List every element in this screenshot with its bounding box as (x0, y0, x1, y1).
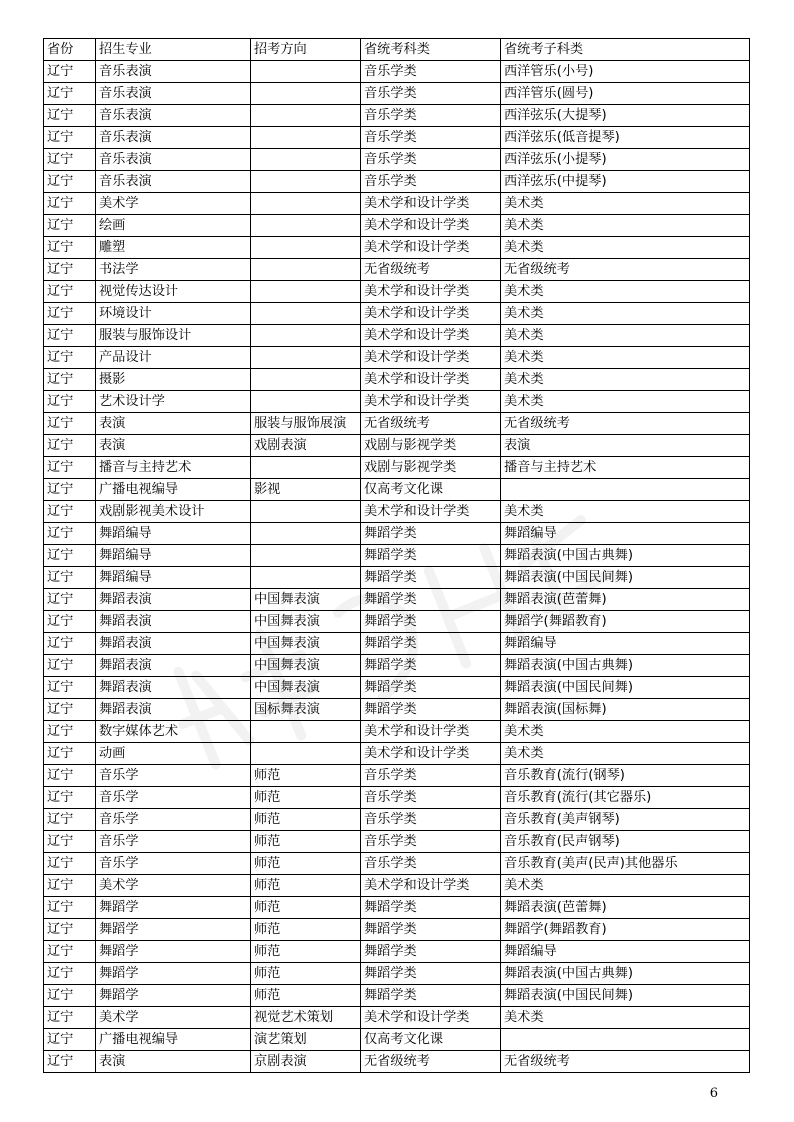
cell-exam-category: 美术学和设计学类 (361, 215, 501, 237)
cell-major: 舞蹈表演 (96, 655, 251, 677)
table-row (44, 413, 750, 435)
cell-province: 辽宁 (44, 61, 96, 83)
cell-direction (251, 149, 361, 171)
cell-exam-subcategory: 音乐教育(流行(其它器乐) (501, 787, 750, 809)
table-row (44, 567, 750, 589)
cell-major: 雕塑 (96, 237, 251, 259)
cell-major: 音乐表演 (96, 127, 251, 149)
cell-major: 舞蹈编导 (96, 523, 251, 545)
cell-exam-category: 戏剧与影视学类 (361, 457, 501, 479)
cell-exam-subcategory: 美术类 (501, 1007, 750, 1029)
cell-major: 摄影 (96, 369, 251, 391)
cell-exam-category: 音乐学类 (361, 83, 501, 105)
cell-direction: 戏剧表演 (251, 435, 361, 457)
cell-major: 产品设计 (96, 347, 251, 369)
table-row (44, 523, 750, 545)
cell-province: 辽宁 (44, 809, 96, 831)
cell-major: 环境设计 (96, 303, 251, 325)
cell-exam-category: 美术学和设计学类 (361, 281, 501, 303)
table-row (44, 589, 750, 611)
cell-exam-category: 舞蹈学类 (361, 523, 501, 545)
cell-exam-subcategory: 舞蹈表演(国标舞) (501, 699, 750, 721)
cell-exam-subcategory: 舞蹈表演(中国民间舞) (501, 677, 750, 699)
cell-province: 辽宁 (44, 281, 96, 303)
cell-province: 辽宁 (44, 589, 96, 611)
cell-direction (251, 721, 361, 743)
cell-province: 辽宁 (44, 457, 96, 479)
cell-exam-category: 音乐学类 (361, 765, 501, 787)
cell-province: 辽宁 (44, 171, 96, 193)
table-row (44, 743, 750, 765)
cell-direction: 师范 (251, 853, 361, 875)
cell-major: 美术学 (96, 875, 251, 897)
cell-major: 音乐学 (96, 787, 251, 809)
cell-major: 书法学 (96, 259, 251, 281)
cell-exam-category: 音乐学类 (361, 809, 501, 831)
cell-exam-subcategory: 西洋弦乐(小提琴) (501, 149, 750, 171)
cell-province: 辽宁 (44, 853, 96, 875)
cell-direction (251, 215, 361, 237)
cell-province: 辽宁 (44, 765, 96, 787)
cell-major: 美术学 (96, 193, 251, 215)
cell-exam-category: 美术学和设计学类 (361, 303, 501, 325)
cell-major: 表演 (96, 435, 251, 457)
cell-exam-category: 音乐学类 (361, 831, 501, 853)
cell-province: 辽宁 (44, 1007, 96, 1029)
cell-province: 辽宁 (44, 897, 96, 919)
cell-direction: 影视 (251, 479, 361, 501)
cell-direction: 师范 (251, 941, 361, 963)
page-number: 6 (709, 1086, 718, 1101)
cell-exam-category: 美术学和设计学类 (361, 501, 501, 523)
enrollment-table-container (43, 38, 749, 1073)
cell-major: 舞蹈学 (96, 897, 251, 919)
cell-exam-category: 舞蹈学类 (361, 611, 501, 633)
header-province: 省份 (44, 39, 96, 61)
cell-exam-subcategory: 舞蹈表演(中国古典舞) (501, 655, 750, 677)
table-row (44, 875, 750, 897)
cell-exam-category: 美术学和设计学类 (361, 721, 501, 743)
cell-exam-category: 音乐学类 (361, 61, 501, 83)
cell-exam-category: 舞蹈学类 (361, 963, 501, 985)
cell-direction: 师范 (251, 831, 361, 853)
cell-major: 音乐表演 (96, 105, 251, 127)
cell-direction (251, 523, 361, 545)
cell-direction (251, 171, 361, 193)
cell-major: 舞蹈表演 (96, 633, 251, 655)
cell-exam-category: 仅高考文化课 (361, 479, 501, 501)
cell-major: 播音与主持艺术 (96, 457, 251, 479)
cell-exam-category: 音乐学类 (361, 853, 501, 875)
cell-direction (251, 325, 361, 347)
cell-exam-subcategory: 美术类 (501, 501, 750, 523)
table-row (44, 809, 750, 831)
cell-exam-subcategory: 西洋管乐(圆号) (501, 83, 750, 105)
cell-exam-subcategory: 舞蹈表演(中国民间舞) (501, 985, 750, 1007)
cell-province: 辽宁 (44, 193, 96, 215)
table-row (44, 831, 750, 853)
cell-major: 音乐表演 (96, 83, 251, 105)
cell-direction: 服装与服饰展演 (251, 413, 361, 435)
cell-direction (251, 105, 361, 127)
cell-direction: 师范 (251, 787, 361, 809)
cell-direction: 师范 (251, 963, 361, 985)
cell-direction (251, 237, 361, 259)
cell-major: 美术学 (96, 1007, 251, 1029)
table-row (44, 1007, 750, 1029)
cell-province: 辽宁 (44, 985, 96, 1007)
table-row (44, 941, 750, 963)
cell-direction (251, 281, 361, 303)
cell-exam-category: 舞蹈学类 (361, 677, 501, 699)
cell-major: 艺术设计学 (96, 391, 251, 413)
table-row (44, 501, 750, 523)
cell-province: 辽宁 (44, 149, 96, 171)
cell-major: 音乐学 (96, 809, 251, 831)
cell-direction: 中国舞表演 (251, 611, 361, 633)
header-exam-category: 省统考科类 (361, 39, 501, 61)
cell-province: 辽宁 (44, 105, 96, 127)
table-row (44, 699, 750, 721)
cell-direction (251, 127, 361, 149)
enrollment-table (43, 38, 750, 1073)
table-row (44, 457, 750, 479)
cell-province: 辽宁 (44, 611, 96, 633)
table-row (44, 545, 750, 567)
cell-exam-category: 音乐学类 (361, 127, 501, 149)
cell-direction: 师范 (251, 809, 361, 831)
table-row (44, 347, 750, 369)
cell-exam-subcategory: 美术类 (501, 743, 750, 765)
cell-exam-subcategory: 舞蹈表演(中国古典舞) (501, 545, 750, 567)
cell-major: 表演 (96, 1051, 251, 1073)
cell-exam-subcategory: 音乐教育(民声钢琴) (501, 831, 750, 853)
table-row (44, 985, 750, 1007)
table-row (44, 853, 750, 875)
cell-province: 辽宁 (44, 545, 96, 567)
table-row (44, 369, 750, 391)
table-header-row (44, 39, 750, 61)
cell-exam-subcategory (501, 479, 750, 501)
cell-major: 舞蹈学 (96, 919, 251, 941)
cell-direction (251, 259, 361, 281)
cell-direction: 师范 (251, 765, 361, 787)
cell-province: 辽宁 (44, 919, 96, 941)
cell-exam-category: 无省级统考 (361, 413, 501, 435)
cell-direction: 师范 (251, 985, 361, 1007)
cell-exam-subcategory: 舞蹈表演(芭蕾舞) (501, 897, 750, 919)
cell-province: 辽宁 (44, 325, 96, 347)
table-row (44, 105, 750, 127)
table-row (44, 61, 750, 83)
cell-exam-category: 无省级统考 (361, 259, 501, 281)
cell-province: 辽宁 (44, 743, 96, 765)
cell-province: 辽宁 (44, 787, 96, 809)
cell-exam-subcategory: 美术类 (501, 193, 750, 215)
cell-direction (251, 743, 361, 765)
cell-direction: 师范 (251, 919, 361, 941)
cell-major: 表演 (96, 413, 251, 435)
cell-direction: 演艺策划 (251, 1029, 361, 1051)
table-row (44, 611, 750, 633)
table-row (44, 83, 750, 105)
cell-direction (251, 457, 361, 479)
cell-province: 辽宁 (44, 237, 96, 259)
table-row (44, 1051, 750, 1073)
table-row (44, 1029, 750, 1051)
cell-direction: 视觉艺术策划 (251, 1007, 361, 1029)
cell-exam-category: 仅高考文化课 (361, 1029, 501, 1051)
cell-exam-subcategory: 美术类 (501, 875, 750, 897)
header-major: 招生专业 (96, 39, 251, 61)
cell-exam-subcategory: 西洋弦乐(大提琴) (501, 105, 750, 127)
cell-exam-subcategory: 美术类 (501, 391, 750, 413)
cell-province: 辽宁 (44, 523, 96, 545)
cell-major: 音乐表演 (96, 149, 251, 171)
cell-exam-category: 美术学和设计学类 (361, 875, 501, 897)
cell-province: 辽宁 (44, 655, 96, 677)
cell-province: 辽宁 (44, 963, 96, 985)
cell-major: 音乐表演 (96, 61, 251, 83)
cell-exam-subcategory: 舞蹈表演(中国民间舞) (501, 567, 750, 589)
cell-exam-subcategory: 西洋弦乐(中提琴) (501, 171, 750, 193)
cell-province: 辽宁 (44, 633, 96, 655)
cell-exam-category: 美术学和设计学类 (361, 1007, 501, 1029)
cell-major: 舞蹈学 (96, 941, 251, 963)
cell-exam-subcategory: 舞蹈学(舞蹈教育) (501, 611, 750, 633)
table-row (44, 171, 750, 193)
cell-exam-subcategory: 舞蹈编导 (501, 633, 750, 655)
cell-province: 辽宁 (44, 83, 96, 105)
cell-province: 辽宁 (44, 875, 96, 897)
cell-direction: 中国舞表演 (251, 655, 361, 677)
cell-major: 数字媒体艺术 (96, 721, 251, 743)
table-row (44, 765, 750, 787)
cell-exam-subcategory: 西洋管乐(小号) (501, 61, 750, 83)
cell-province: 辽宁 (44, 391, 96, 413)
cell-exam-category: 舞蹈学类 (361, 589, 501, 611)
cell-exam-subcategory: 舞蹈学(舞蹈教育) (501, 919, 750, 941)
cell-major: 音乐学 (96, 831, 251, 853)
cell-direction (251, 501, 361, 523)
cell-province: 辽宁 (44, 677, 96, 699)
cell-exam-category: 音乐学类 (361, 171, 501, 193)
cell-major: 服装与服饰设计 (96, 325, 251, 347)
cell-exam-category: 美术学和设计学类 (361, 347, 501, 369)
cell-major: 舞蹈表演 (96, 611, 251, 633)
table-row (44, 325, 750, 347)
table-row (44, 655, 750, 677)
cell-exam-subcategory: 美术类 (501, 215, 750, 237)
cell-province: 辽宁 (44, 831, 96, 853)
cell-major: 舞蹈表演 (96, 589, 251, 611)
cell-exam-category: 美术学和设计学类 (361, 237, 501, 259)
cell-exam-subcategory: 播音与主持艺术 (501, 457, 750, 479)
cell-exam-subcategory: 美术类 (501, 347, 750, 369)
cell-province: 辽宁 (44, 567, 96, 589)
cell-direction: 中国舞表演 (251, 633, 361, 655)
cell-exam-subcategory: 西洋弦乐(低音提琴) (501, 127, 750, 149)
cell-province: 辽宁 (44, 1051, 96, 1073)
cell-exam-subcategory: 表演 (501, 435, 750, 457)
cell-exam-category: 舞蹈学类 (361, 655, 501, 677)
cell-exam-category: 美术学和设计学类 (361, 391, 501, 413)
cell-exam-category: 舞蹈学类 (361, 941, 501, 963)
table-row (44, 303, 750, 325)
table-row (44, 149, 750, 171)
cell-major: 绘画 (96, 215, 251, 237)
cell-exam-subcategory (501, 1029, 750, 1051)
cell-province: 辽宁 (44, 941, 96, 963)
cell-direction (251, 61, 361, 83)
cell-direction (251, 83, 361, 105)
table-row (44, 237, 750, 259)
cell-direction (251, 567, 361, 589)
cell-exam-subcategory: 舞蹈表演(中国古典舞) (501, 963, 750, 985)
table-body (44, 61, 750, 1073)
cell-direction (251, 347, 361, 369)
cell-exam-category: 舞蹈学类 (361, 633, 501, 655)
cell-exam-subcategory: 音乐教育(美声钢琴) (501, 809, 750, 831)
cell-major: 广播电视编导 (96, 479, 251, 501)
cell-exam-category: 音乐学类 (361, 787, 501, 809)
cell-exam-category: 戏剧与影视学类 (361, 435, 501, 457)
table-row (44, 633, 750, 655)
cell-direction: 中国舞表演 (251, 589, 361, 611)
cell-major: 音乐学 (96, 765, 251, 787)
cell-province: 辽宁 (44, 303, 96, 325)
cell-province: 辽宁 (44, 479, 96, 501)
cell-province: 辽宁 (44, 413, 96, 435)
cell-province: 辽宁 (44, 369, 96, 391)
cell-exam-subcategory: 无省级统考 (501, 1051, 750, 1073)
cell-province: 辽宁 (44, 501, 96, 523)
cell-exam-category: 美术学和设计学类 (361, 743, 501, 765)
table-row (44, 919, 750, 941)
cell-major: 动画 (96, 743, 251, 765)
cell-province: 辽宁 (44, 1029, 96, 1051)
cell-exam-category: 舞蹈学类 (361, 545, 501, 567)
cell-exam-category: 美术学和设计学类 (361, 193, 501, 215)
table-row (44, 259, 750, 281)
cell-exam-subcategory: 美术类 (501, 325, 750, 347)
cell-exam-subcategory: 无省级统考 (501, 259, 750, 281)
table-row (44, 391, 750, 413)
table-row (44, 897, 750, 919)
cell-direction (251, 193, 361, 215)
cell-province: 辽宁 (44, 699, 96, 721)
cell-exam-category: 舞蹈学类 (361, 919, 501, 941)
cell-direction: 中国舞表演 (251, 677, 361, 699)
cell-major: 音乐学 (96, 853, 251, 875)
table-row (44, 787, 750, 809)
cell-province: 辽宁 (44, 127, 96, 149)
table-row (44, 193, 750, 215)
header-direction: 招考方向 (251, 39, 361, 61)
table-row (44, 127, 750, 149)
cell-exam-subcategory: 美术类 (501, 369, 750, 391)
cell-major: 音乐表演 (96, 171, 251, 193)
table-row (44, 479, 750, 501)
cell-major: 视觉传达设计 (96, 281, 251, 303)
cell-exam-category: 舞蹈学类 (361, 567, 501, 589)
cell-province: 辽宁 (44, 721, 96, 743)
cell-exam-subcategory: 无省级统考 (501, 413, 750, 435)
cell-exam-subcategory: 音乐教育(流行(钢琴) (501, 765, 750, 787)
cell-exam-category: 舞蹈学类 (361, 897, 501, 919)
cell-province: 辽宁 (44, 215, 96, 237)
cell-province: 辽宁 (44, 435, 96, 457)
cell-major: 舞蹈编导 (96, 545, 251, 567)
cell-major: 广播电视编导 (96, 1029, 251, 1051)
cell-exam-subcategory: 舞蹈编导 (501, 523, 750, 545)
table-row (44, 281, 750, 303)
cell-exam-category: 舞蹈学类 (361, 699, 501, 721)
table-row (44, 215, 750, 237)
cell-direction: 师范 (251, 897, 361, 919)
header-exam-subcategory: 省统考子科类 (501, 39, 750, 61)
cell-exam-subcategory: 美术类 (501, 237, 750, 259)
table-row (44, 721, 750, 743)
cell-exam-category: 舞蹈学类 (361, 985, 501, 1007)
cell-direction (251, 303, 361, 325)
table-row (44, 677, 750, 699)
cell-exam-subcategory: 舞蹈编导 (501, 941, 750, 963)
cell-direction (251, 369, 361, 391)
cell-major: 戏剧影视美术设计 (96, 501, 251, 523)
cell-exam-subcategory: 美术类 (501, 721, 750, 743)
cell-major: 舞蹈表演 (96, 677, 251, 699)
cell-major: 舞蹈学 (96, 963, 251, 985)
cell-exam-category: 音乐学类 (361, 149, 501, 171)
cell-province: 辽宁 (44, 347, 96, 369)
cell-exam-subcategory: 美术类 (501, 303, 750, 325)
cell-major: 舞蹈编导 (96, 567, 251, 589)
cell-exam-subcategory: 美术类 (501, 281, 750, 303)
cell-exam-subcategory: 舞蹈表演(芭蕾舞) (501, 589, 750, 611)
cell-direction (251, 545, 361, 567)
table-row (44, 435, 750, 457)
cell-exam-category: 音乐学类 (361, 105, 501, 127)
cell-major: 舞蹈学 (96, 985, 251, 1007)
table-row (44, 963, 750, 985)
cell-exam-category: 美术学和设计学类 (361, 325, 501, 347)
cell-exam-subcategory: 音乐教育(美声(民声)其他器乐 (501, 853, 750, 875)
cell-direction: 国标舞表演 (251, 699, 361, 721)
cell-direction: 师范 (251, 875, 361, 897)
cell-exam-category: 美术学和设计学类 (361, 369, 501, 391)
cell-direction (251, 391, 361, 413)
cell-major: 舞蹈表演 (96, 699, 251, 721)
cell-exam-category: 无省级统考 (361, 1051, 501, 1073)
cell-province: 辽宁 (44, 259, 96, 281)
cell-direction: 京剧表演 (251, 1051, 361, 1073)
